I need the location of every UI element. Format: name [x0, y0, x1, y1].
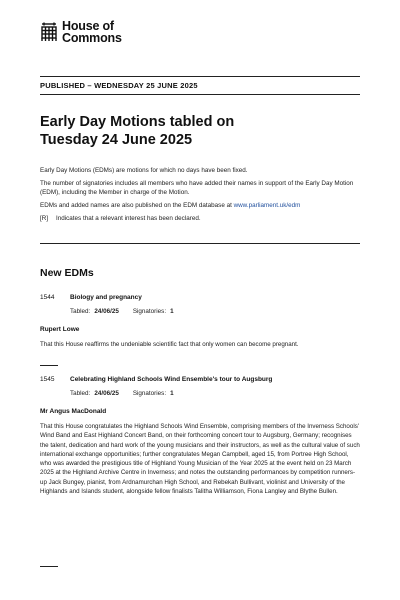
edm-database-link[interactable]: www.parliament.uk/edm [233, 202, 301, 209]
edm-entry [40, 294, 360, 349]
signatories-label: Signatories: [132, 390, 167, 397]
intro-paragraph-3 [40, 201, 360, 210]
logo-line-2: Commons [62, 31, 122, 45]
intro-paragraph-4 [40, 214, 360, 223]
edm-header [40, 294, 360, 301]
edm-member: Rupert Lowe [40, 326, 80, 333]
section-heading: New EDMs [40, 267, 94, 279]
tabled-date: 24/06/25 [94, 308, 119, 315]
edm-number: 1544 [40, 294, 55, 301]
intro-paragraph-2: The number of signatories includes all members who have added their names in support of the Early Day Motion (EDM), including the Member in charge of the Motion. [40, 180, 354, 196]
logo-wordmark [62, 20, 122, 44]
edm-text: That this House congratulates the Highland Schools Wind Ensemble, comprising members of the Inverness Schools' Wind Band and East Highland Concert Band, on their forthcoming concert tour to Augsburg, Germany; recognises the talent, dedication and hard work of the young musicians and their instructors, as well as the cultural value of such international exchange opportunities; further congratulates Megan Campbell, aged 15, from Portree High School, who was awarded the prestigious title of Highland Young Musician of the Year 2025 at the event held on 23 March 2025 at the Highland Archive Centre in Inverness; and notes the outstanding performances by competition runners-up Jack Bungey, pianist, from Ardnamurchan High School, and Rebekah Bullivant, violinist and University of the Highlands and Islands student, alongside fellow finalists Talitha Williamson, Fiona Langley and Blythe Bullen. [40, 423, 360, 496]
intro-paragraph-1: Early Day Motions (EDMs) are motions for which no days have been fixed. [40, 167, 248, 174]
tabled-date: 24/06/25 [94, 390, 119, 397]
signatories-count: 1 [170, 390, 174, 397]
edm-separator [40, 566, 58, 567]
signatories-count: 1 [170, 308, 174, 315]
edm-entry [40, 376, 360, 496]
edm-member: Mr Angus MacDonald [40, 408, 107, 415]
intro-database-text: EDMs and added names are also published on the EDM database at [40, 202, 234, 209]
edm-number: 1545 [40, 376, 55, 383]
page-title-line-1: Early Day Motions tabled on [40, 114, 235, 130]
edm-title: Celebrating Highland Schools Wind Ensemble's tour to Augsburg [70, 376, 273, 383]
page-title-line-2: Tuesday 24 June 2025 [40, 132, 193, 148]
edm-meta [70, 308, 360, 315]
tabled-label: Tabled: [70, 390, 91, 397]
intro-rule [40, 243, 360, 244]
interest-tag: [R] [40, 215, 49, 222]
edm-text: That this House reaffirms the undeniable scientific fact that only women can become pregnant. [40, 341, 299, 348]
top-rule [40, 76, 360, 77]
portcullis-icon [40, 22, 58, 42]
signatories-label: Signatories: [132, 308, 167, 315]
edm-title: Biology and pregnancy [70, 294, 142, 301]
edm-separator [40, 365, 58, 366]
edm-meta [70, 390, 360, 397]
intro-block [40, 166, 360, 227]
edm-header [40, 376, 360, 383]
interest-description: Indicates that a relevant interest has been declared. [56, 215, 201, 222]
tabled-label: Tabled: [70, 308, 91, 315]
published-rule [40, 94, 360, 95]
logo-line-1: House of [62, 19, 114, 33]
published-date: PUBLISHED – WEDNESDAY 25 JUNE 2025 [40, 81, 198, 90]
page-title [40, 113, 360, 149]
house-of-commons-logo [40, 20, 122, 44]
